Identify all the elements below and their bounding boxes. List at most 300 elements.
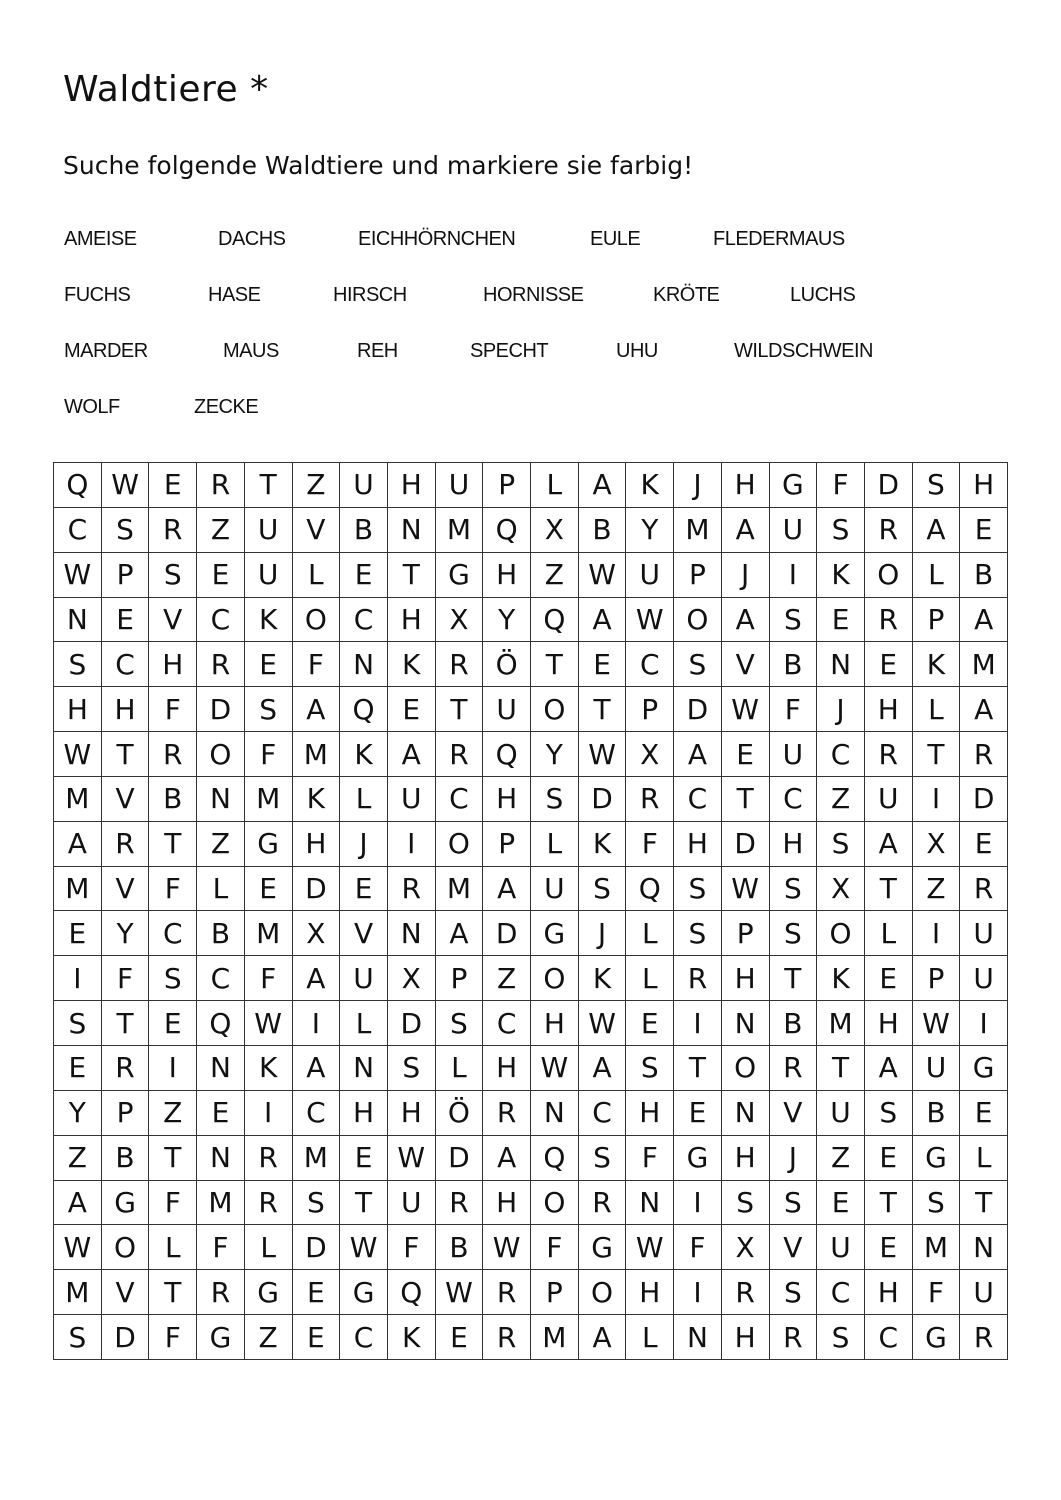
grid-cell[interactable]: P [483,822,531,867]
grid-cell[interactable]: Q [531,598,579,643]
grid-cell[interactable]: D [722,822,770,867]
grid-cell[interactable]: C [817,1270,865,1315]
grid-cell[interactable]: L [913,687,961,732]
grid-cell[interactable]: R [149,508,197,553]
grid-cell[interactable]: S [436,1001,484,1046]
grid-cell[interactable]: S [817,822,865,867]
grid-cell[interactable]: M [293,732,341,777]
grid-cell[interactable]: L [197,867,245,912]
grid-cell[interactable]: N [54,598,102,643]
grid-cell[interactable]: G [579,1225,627,1270]
grid-cell[interactable]: O [293,598,341,643]
grid-cell[interactable]: D [865,463,913,508]
grid-cell[interactable]: F [102,956,150,1001]
grid-cell[interactable]: W [245,1001,293,1046]
grid-cell[interactable]: S [674,642,722,687]
grid-cell[interactable]: N [960,1225,1008,1270]
grid-cell[interactable]: G [531,911,579,956]
grid-cell[interactable]: R [960,1315,1008,1360]
grid-cell[interactable]: Q [483,508,531,553]
grid-cell[interactable]: M [197,1181,245,1226]
grid-cell[interactable]: P [483,463,531,508]
grid-cell[interactable]: R [197,1270,245,1315]
grid-cell[interactable]: F [913,1270,961,1315]
grid-cell[interactable]: M [436,508,484,553]
grid-cell[interactable]: A [483,867,531,912]
grid-cell[interactable]: T [865,1181,913,1226]
grid-cell[interactable]: A [579,463,627,508]
grid-cell[interactable]: U [960,956,1008,1001]
grid-cell[interactable]: E [722,732,770,777]
grid-cell[interactable]: P [722,911,770,956]
grid-cell[interactable]: E [340,553,388,598]
grid-cell[interactable]: E [817,1181,865,1226]
grid-cell[interactable]: C [674,777,722,822]
grid-cell[interactable]: E [865,1136,913,1181]
grid-cell[interactable]: S [722,1181,770,1226]
grid-cell[interactable]: C [817,732,865,777]
grid-cell[interactable]: V [770,1091,818,1136]
grid-cell[interactable]: W [722,867,770,912]
grid-cell[interactable]: Ö [436,1091,484,1136]
grid-cell[interactable]: E [436,1315,484,1360]
grid-cell[interactable]: M [293,1136,341,1181]
grid-cell[interactable]: R [770,1315,818,1360]
grid-cell[interactable]: F [626,1136,674,1181]
grid-cell[interactable]: O [436,822,484,867]
grid-cell[interactable]: Q [340,687,388,732]
grid-cell[interactable]: R [102,1046,150,1091]
grid-cell[interactable]: S [913,463,961,508]
grid-cell[interactable]: H [674,822,722,867]
grid-cell[interactable]: E [388,687,436,732]
grid-cell[interactable]: F [388,1225,436,1270]
grid-cell[interactable]: K [579,822,627,867]
grid-cell[interactable]: M [817,1001,865,1046]
grid-cell[interactable]: I [960,1001,1008,1046]
grid-cell[interactable]: G [913,1315,961,1360]
grid-cell[interactable]: M [960,642,1008,687]
grid-cell[interactable]: N [722,1091,770,1136]
grid-cell[interactable]: R [436,1181,484,1226]
grid-cell[interactable]: E [149,463,197,508]
grid-cell[interactable]: F [245,732,293,777]
grid-cell[interactable]: J [817,687,865,732]
grid-cell[interactable]: J [770,1136,818,1181]
grid-cell[interactable]: W [388,1136,436,1181]
grid-cell[interactable]: V [102,1270,150,1315]
grid-cell[interactable]: A [865,1046,913,1091]
grid-cell[interactable]: E [197,1091,245,1136]
grid-cell[interactable]: L [865,911,913,956]
grid-cell[interactable]: V [102,777,150,822]
grid-cell[interactable]: R [722,1270,770,1315]
grid-cell[interactable]: N [388,508,436,553]
grid-cell[interactable]: U [245,508,293,553]
grid-cell[interactable]: I [245,1091,293,1136]
grid-cell[interactable]: T [531,642,579,687]
grid-cell[interactable]: V [149,598,197,643]
grid-cell[interactable]: W [722,687,770,732]
grid-cell[interactable]: O [531,687,579,732]
grid-cell[interactable]: L [531,822,579,867]
grid-cell[interactable]: R [865,732,913,777]
grid-cell[interactable]: T [913,732,961,777]
grid-cell[interactable]: R [626,777,674,822]
grid-cell[interactable]: L [626,956,674,1001]
grid-cell[interactable]: S [817,1315,865,1360]
grid-cell[interactable]: F [770,687,818,732]
grid-cell[interactable]: X [817,867,865,912]
grid-cell[interactable]: S [626,1046,674,1091]
grid-cell[interactable]: I [913,777,961,822]
grid-cell[interactable]: S [674,911,722,956]
grid-cell[interactable]: Z [149,1091,197,1136]
grid-cell[interactable]: K [817,956,865,1001]
grid-cell[interactable]: N [388,911,436,956]
grid-cell[interactable]: W [626,598,674,643]
grid-cell[interactable]: H [388,1091,436,1136]
grid-cell[interactable]: S [770,867,818,912]
grid-cell[interactable]: S [770,1181,818,1226]
grid-cell[interactable]: D [197,687,245,732]
grid-cell[interactable]: E [960,508,1008,553]
grid-cell[interactable]: W [54,1225,102,1270]
grid-cell[interactable]: U [817,1225,865,1270]
grid-cell[interactable]: A [436,911,484,956]
grid-cell[interactable]: U [865,777,913,822]
grid-cell[interactable]: P [626,687,674,732]
grid-cell[interactable]: E [197,553,245,598]
grid-cell[interactable]: R [102,822,150,867]
grid-cell[interactable]: E [340,867,388,912]
grid-cell[interactable]: K [245,598,293,643]
grid-cell[interactable]: Z [293,463,341,508]
grid-cell[interactable]: X [436,598,484,643]
grid-cell[interactable]: L [913,553,961,598]
grid-cell[interactable]: N [340,642,388,687]
grid-cell[interactable]: G [674,1136,722,1181]
grid-cell[interactable]: A [293,956,341,1001]
grid-cell[interactable]: D [483,911,531,956]
grid-cell[interactable]: G [913,1136,961,1181]
grid-cell[interactable]: Y [531,732,579,777]
grid-cell[interactable]: W [626,1225,674,1270]
grid-cell[interactable]: R [960,732,1008,777]
grid-cell[interactable]: F [197,1225,245,1270]
grid-cell[interactable]: S [388,1046,436,1091]
grid-cell[interactable]: Z [913,867,961,912]
grid-cell[interactable]: A [579,598,627,643]
grid-cell[interactable]: W [531,1046,579,1091]
grid-cell[interactable]: N [817,642,865,687]
grid-cell[interactable]: T [245,463,293,508]
grid-cell[interactable]: H [626,1091,674,1136]
grid-cell[interactable]: A [483,1136,531,1181]
grid-cell[interactable]: I [293,1001,341,1046]
grid-cell[interactable]: W [436,1270,484,1315]
grid-cell[interactable]: O [531,1181,579,1226]
grid-cell[interactable]: N [197,777,245,822]
grid-cell[interactable]: L [245,1225,293,1270]
grid-cell[interactable]: N [626,1181,674,1226]
grid-cell[interactable]: F [149,687,197,732]
grid-cell[interactable]: E [54,911,102,956]
grid-cell[interactable]: E [626,1001,674,1046]
grid-cell[interactable]: C [865,1315,913,1360]
grid-cell[interactable]: U [388,777,436,822]
grid-cell[interactable]: K [579,956,627,1001]
grid-cell[interactable]: R [960,867,1008,912]
grid-cell[interactable]: E [245,642,293,687]
grid-cell[interactable]: E [293,1315,341,1360]
grid-cell[interactable]: Z [54,1136,102,1181]
grid-cell[interactable]: V [770,1225,818,1270]
grid-cell[interactable]: A [293,687,341,732]
grid-cell[interactable]: T [149,1136,197,1181]
grid-cell[interactable]: R [865,598,913,643]
grid-cell[interactable]: H [54,687,102,732]
grid-cell[interactable]: P [913,598,961,643]
grid-cell[interactable]: C [102,642,150,687]
grid-cell[interactable]: U [436,463,484,508]
grid-cell[interactable]: G [436,553,484,598]
grid-cell[interactable]: H [722,1136,770,1181]
grid-cell[interactable]: C [293,1091,341,1136]
grid-cell[interactable]: Z [483,956,531,1001]
grid-cell[interactable]: L [340,777,388,822]
grid-cell[interactable]: C [436,777,484,822]
grid-cell[interactable]: K [388,642,436,687]
grid-cell[interactable]: S [817,508,865,553]
grid-cell[interactable]: V [102,867,150,912]
grid-cell[interactable]: A [913,508,961,553]
grid-cell[interactable]: T [865,867,913,912]
grid-cell[interactable]: D [674,687,722,732]
grid-cell[interactable]: F [149,1181,197,1226]
grid-cell[interactable]: T [579,687,627,732]
grid-cell[interactable]: T [960,1181,1008,1226]
grid-cell[interactable]: Z [817,1136,865,1181]
grid-cell[interactable]: I [913,911,961,956]
grid-cell[interactable]: S [579,867,627,912]
grid-cell[interactable]: S [865,1091,913,1136]
grid-cell[interactable]: H [340,1091,388,1136]
grid-cell[interactable]: U [531,867,579,912]
grid-cell[interactable]: H [960,463,1008,508]
grid-cell[interactable]: C [197,598,245,643]
grid-cell[interactable]: I [149,1046,197,1091]
grid-cell[interactable]: O [674,598,722,643]
grid-cell[interactable]: Z [531,553,579,598]
grid-cell[interactable]: R [436,642,484,687]
grid-cell[interactable]: N [340,1046,388,1091]
grid-cell[interactable]: D [102,1315,150,1360]
grid-cell[interactable]: O [722,1046,770,1091]
grid-cell[interactable]: M [54,777,102,822]
grid-cell[interactable]: N [674,1315,722,1360]
grid-cell[interactable]: E [865,642,913,687]
grid-cell[interactable]: Q [388,1270,436,1315]
grid-cell[interactable]: P [436,956,484,1001]
grid-cell[interactable]: R [483,1091,531,1136]
grid-cell[interactable]: U [770,508,818,553]
grid-cell[interactable]: A [722,508,770,553]
grid-cell[interactable]: F [626,822,674,867]
grid-cell[interactable]: W [579,732,627,777]
grid-cell[interactable]: O [579,1270,627,1315]
grid-cell[interactable]: Z [817,777,865,822]
grid-cell[interactable]: H [293,822,341,867]
grid-cell[interactable]: R [245,1181,293,1226]
grid-cell[interactable]: W [102,463,150,508]
grid-cell[interactable]: T [102,732,150,777]
grid-cell[interactable]: T [722,777,770,822]
grid-cell[interactable]: N [531,1091,579,1136]
grid-cell[interactable]: A [579,1046,627,1091]
grid-cell[interactable]: S [54,1315,102,1360]
grid-cell[interactable]: H [388,598,436,643]
grid-cell[interactable]: A [674,732,722,777]
grid-cell[interactable]: Y [54,1091,102,1136]
grid-cell[interactable]: F [293,642,341,687]
grid-cell[interactable]: I [674,1181,722,1226]
grid-cell[interactable]: B [770,1001,818,1046]
grid-cell[interactable]: D [293,1225,341,1270]
grid-cell[interactable]: F [149,1315,197,1360]
grid-cell[interactable]: W [54,732,102,777]
grid-cell[interactable]: H [388,463,436,508]
grid-cell[interactable]: U [960,911,1008,956]
grid-cell[interactable]: H [626,1270,674,1315]
grid-cell[interactable]: W [579,553,627,598]
grid-cell[interactable]: S [770,598,818,643]
grid-cell[interactable]: O [197,732,245,777]
grid-cell[interactable]: X [626,732,674,777]
grid-cell[interactable]: L [436,1046,484,1091]
grid-cell[interactable]: T [149,1270,197,1315]
grid-cell[interactable]: D [436,1136,484,1181]
grid-cell[interactable]: S [149,553,197,598]
grid-cell[interactable]: D [388,1001,436,1046]
grid-cell[interactable]: P [674,553,722,598]
grid-cell[interactable]: T [388,553,436,598]
grid-cell[interactable]: C [54,508,102,553]
grid-cell[interactable]: Z [245,1315,293,1360]
grid-cell[interactable]: E [674,1091,722,1136]
grid-cell[interactable]: Y [626,508,674,553]
grid-cell[interactable]: G [245,1270,293,1315]
grid-cell[interactable]: M [531,1315,579,1360]
grid-cell[interactable]: B [913,1091,961,1136]
grid-cell[interactable]: H [102,687,150,732]
grid-cell[interactable]: L [293,553,341,598]
grid-cell[interactable]: T [817,1046,865,1091]
grid-cell[interactable]: H [149,642,197,687]
grid-cell[interactable]: V [722,642,770,687]
grid-cell[interactable]: S [770,911,818,956]
grid-cell[interactable]: Ö [483,642,531,687]
grid-cell[interactable]: P [102,1091,150,1136]
grid-cell[interactable]: G [245,822,293,867]
grid-cell[interactable]: U [388,1181,436,1226]
grid-cell[interactable]: R [149,732,197,777]
grid-cell[interactable]: L [626,911,674,956]
grid-cell[interactable]: E [102,598,150,643]
grid-cell[interactable]: G [102,1181,150,1226]
grid-cell[interactable]: H [483,1181,531,1226]
grid-cell[interactable]: W [579,1001,627,1046]
grid-cell[interactable]: E [149,1001,197,1046]
grid-cell[interactable]: F [149,867,197,912]
grid-cell[interactable]: R [388,867,436,912]
grid-cell[interactable]: C [626,642,674,687]
grid-cell[interactable]: C [579,1091,627,1136]
grid-cell[interactable]: B [770,642,818,687]
grid-cell[interactable]: J [722,553,770,598]
grid-cell[interactable]: C [149,911,197,956]
grid-cell[interactable]: N [722,1001,770,1046]
grid-cell[interactable]: S [102,508,150,553]
grid-cell[interactable]: B [102,1136,150,1181]
grid-cell[interactable]: W [340,1225,388,1270]
grid-cell[interactable]: I [54,956,102,1001]
grid-cell[interactable]: U [340,463,388,508]
grid-cell[interactable]: A [54,822,102,867]
grid-cell[interactable]: B [960,553,1008,598]
grid-cell[interactable]: E [293,1270,341,1315]
grid-cell[interactable]: Q [54,463,102,508]
grid-cell[interactable]: S [674,867,722,912]
grid-cell[interactable]: F [245,956,293,1001]
grid-cell[interactable]: R [483,1270,531,1315]
grid-cell[interactable]: J [340,822,388,867]
grid-cell[interactable]: C [483,1001,531,1046]
grid-cell[interactable]: B [579,508,627,553]
grid-cell[interactable]: A [579,1315,627,1360]
grid-cell[interactable]: A [865,822,913,867]
grid-cell[interactable]: J [674,463,722,508]
grid-cell[interactable]: Y [483,598,531,643]
grid-cell[interactable]: W [913,1001,961,1046]
grid-cell[interactable]: E [817,598,865,643]
grid-cell[interactable]: U [817,1091,865,1136]
grid-cell[interactable]: V [340,911,388,956]
grid-cell[interactable]: K [626,463,674,508]
grid-cell[interactable]: U [913,1046,961,1091]
grid-cell[interactable]: E [960,1091,1008,1136]
grid-cell[interactable]: U [340,956,388,1001]
grid-cell[interactable]: T [340,1181,388,1226]
grid-cell[interactable]: M [54,867,102,912]
grid-cell[interactable]: B [149,777,197,822]
grid-cell[interactable]: K [245,1046,293,1091]
grid-cell[interactable]: F [674,1225,722,1270]
grid-cell[interactable]: S [149,956,197,1001]
grid-cell[interactable]: X [388,956,436,1001]
grid-cell[interactable]: I [770,553,818,598]
grid-cell[interactable]: K [913,642,961,687]
grid-cell[interactable]: U [483,687,531,732]
grid-cell[interactable]: B [436,1225,484,1270]
grid-cell[interactable]: I [388,822,436,867]
grid-cell[interactable]: M [913,1225,961,1270]
grid-cell[interactable]: E [245,867,293,912]
grid-cell[interactable]: S [770,1270,818,1315]
grid-cell[interactable]: C [770,777,818,822]
grid-cell[interactable]: Z [197,822,245,867]
grid-cell[interactable]: D [579,777,627,822]
